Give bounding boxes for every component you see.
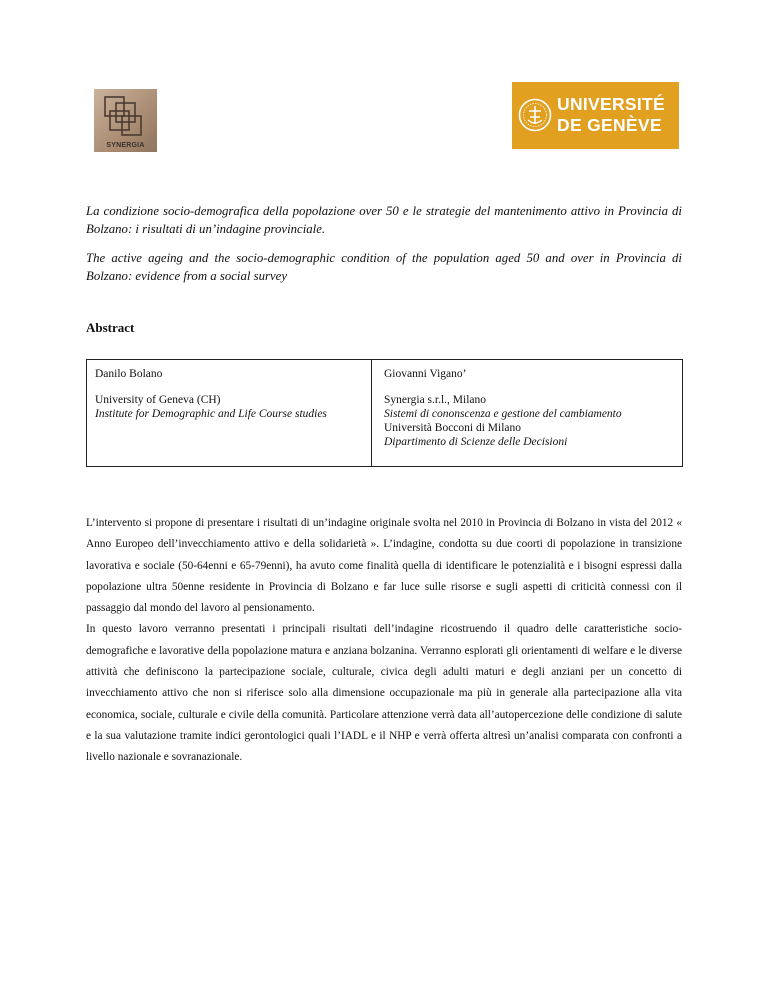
abstract-paragraph-2: In questo lavoro verranno presentati i principali risultati dell’indagine ricostruendo il quadro delle caratteristiche socio-demografiche e lavorative della popolazione matura e anziana bolzanina. Verranno esplorati gli orientamenti di welfare e le diverse attività che definiscono la partecipazione sociale, culturale, civica degli adulti maturi e degli anziani per un concetto di invecchiamento attivo che non si riferisce solo alla dimensione occupazionale ma più in generale alla partecipazione alla vita economica, sociale, culturale e civile della comunità. Particolare attenzione verrà data all’autopercezione delle condizione di salute e la sua valutazione tramite indici gerontologici quali l’IADL e il NHP e verrà offerta altresì un’analisi comparata con confronti a livello nazionale e sovranazionale.: [86, 623, 682, 764]
authors-table: [86, 359, 683, 467]
author-department: Institute for Demographic and Life Course studies: [95, 408, 327, 420]
unige-wordmark: [557, 94, 665, 136]
author-department-2: Dipartimento di Scienze delle Decisioni: [384, 436, 568, 448]
abstract-body: [86, 513, 682, 769]
abstract-paragraph-1: L’intervento si propone di presentare i risultati di un’indagine originale svolta nel 2010 in Provincia di Bolzano in vista del 2012 « Anno Europeo dell’invecchiamento attivo e della solidarietà ». L’indagine, condotta su due coorti di popolazione in transizione lavorativa e sociale (50-64enni e 65-79enni), ha avuto come finalità quella di identificare le potenzialità e i bisogni espressi dalla popolazione ultra 50enne residente in Provincia di Bolzano e far luce sulle risorse e sugli aspetti di criticità connessi con il passaggio dal mondo del lavoro al pensionamento.: [86, 517, 682, 615]
author-cell-bolano: [95, 367, 327, 421]
author-affiliation-2: Università Bocconi di Milano: [384, 422, 522, 434]
author-name: Giovanni Vigano’: [384, 368, 467, 380]
title-italian: La condizione socio-demografica della popolazione over 50 e le strategie del mantenimento attivo in Provincia di Bolzano: i risultati di un’indagine provinciale.: [86, 204, 682, 236]
title-english: The active ageing and the socio-demographic condition of the population aged 50 and over in Provincia di Bolzano: evidence from a social survey: [86, 251, 682, 283]
synergia-wordmark: SYNERGIA: [106, 142, 145, 149]
author-name: Danilo Bolano: [95, 368, 163, 380]
unige-line1: UNIVERSITÉ: [557, 94, 666, 114]
author-cell-vigano: [384, 367, 622, 449]
authors-divider: [371, 360, 372, 466]
unige-line2: DE GENÈVE: [557, 115, 662, 135]
unige-logo: [512, 82, 679, 149]
author-affiliation: Synergia s.r.l., Milano: [384, 394, 487, 406]
abstract-heading: Abstract: [86, 320, 135, 335]
synergia-logo: [94, 89, 157, 152]
unige-seal-icon: [518, 98, 552, 132]
author-department: Sistemi di cononscenza e gestione del cambiamento: [384, 408, 622, 420]
author-affiliation: University of Geneva (CH): [95, 394, 221, 406]
